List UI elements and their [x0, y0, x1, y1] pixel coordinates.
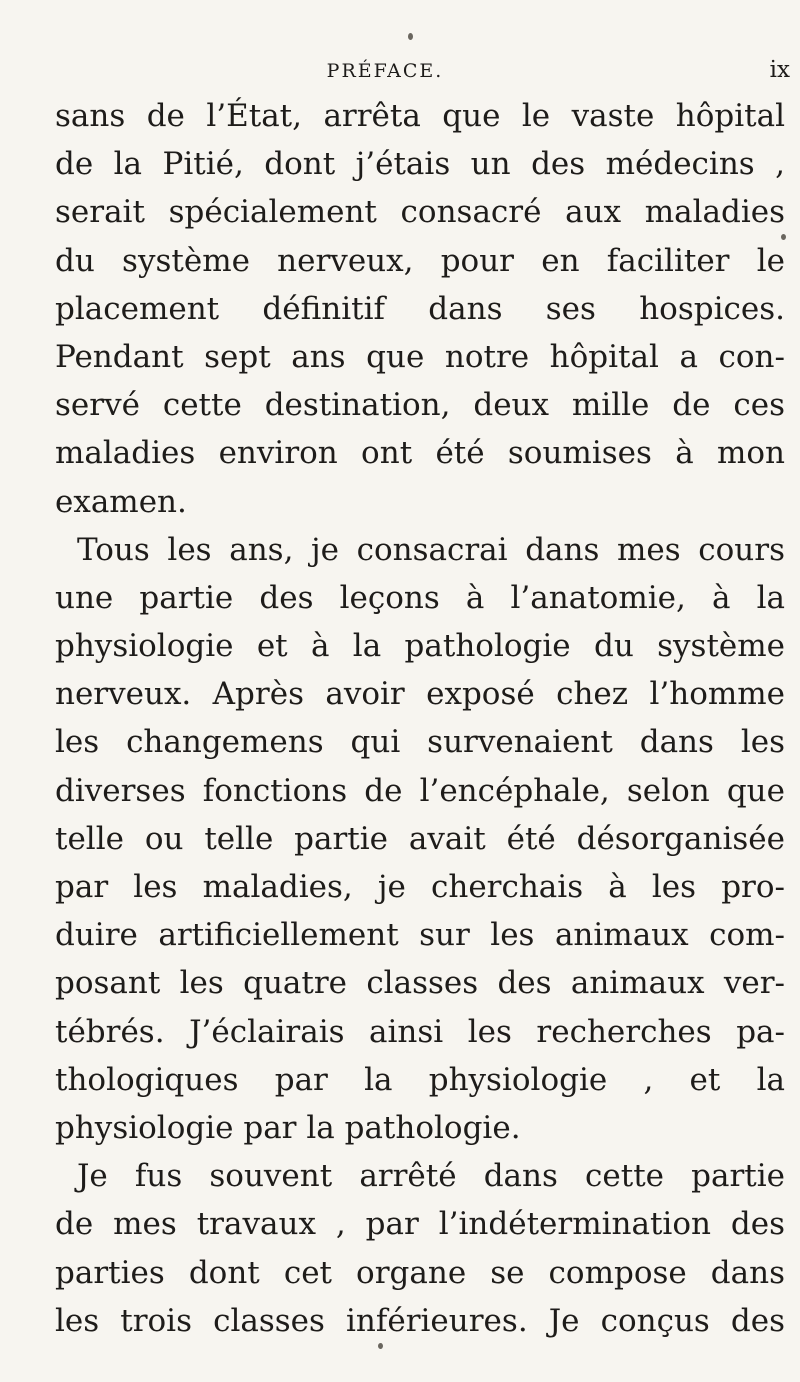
text-line: thologiques par la physiologie , et la	[55, 1061, 785, 1098]
text-line: Pendant sept ans que notre hôpital a con-	[55, 338, 785, 375]
text-line: duire artificiellement sur les animaux com-	[55, 917, 785, 954]
text-line: telle ou telle partie avait été désorganisée	[55, 820, 785, 857]
text-line: de mes travaux , par l’indétermination des	[55, 1206, 785, 1243]
text-line: par les maladies, je cherchais à les pro-	[55, 869, 785, 905]
paragraph-last-line: physiologie par la pathologie.	[55, 1109, 521, 1146]
running-title: PRÉFACE.	[326, 60, 444, 82]
text-line: servé cette destination, deux mille de ces	[55, 387, 785, 424]
text-line: physiologie et à la pathologie du système	[55, 628, 785, 665]
paragraph-last-line: examen.	[55, 483, 187, 520]
text-line: parties dont cet organe se compose dans	[55, 1254, 785, 1291]
text-line: du système nerveux, pour en faciliter le	[55, 242, 785, 279]
text-line: les changemens qui survenaient dans les	[55, 724, 785, 761]
text-line: serait spécialement consacré aux maladies	[55, 194, 785, 231]
text-line: sans de l’État, arrêta que le vaste hôpital	[55, 98, 785, 134]
print-speck	[408, 33, 413, 40]
running-head	[75, 57, 790, 90]
paragraph-first-line: Je fus souvent arrêté dans cette partie	[77, 1158, 785, 1195]
text-line: nerveux. Après avoir exposé chez l’homme	[55, 676, 785, 713]
text-line: les trois classes inférieures. Je conçus des	[55, 1302, 785, 1339]
text-line: diverses fonctions de l’encéphale, selon que	[55, 772, 785, 809]
text-line: tébrés. J’éclairais ainsi les recherches pa-	[55, 1013, 785, 1050]
paragraph-first-line: Tous les ans, je consacrai dans mes cours	[77, 531, 785, 568]
text-line: placement définitif dans ses hospices.	[55, 290, 785, 327]
text-line: une partie des leçons à l’anatomie, à la	[55, 579, 785, 616]
body-text	[55, 92, 785, 1345]
text-line: maladies environ ont été soumises à mon	[55, 435, 785, 472]
text-line: posant les quatre classes des animaux ver-	[55, 965, 785, 1002]
text-line: de la Pitié, dont j’étais un des médecins ,	[55, 146, 785, 183]
page-number: ix	[769, 57, 790, 83]
